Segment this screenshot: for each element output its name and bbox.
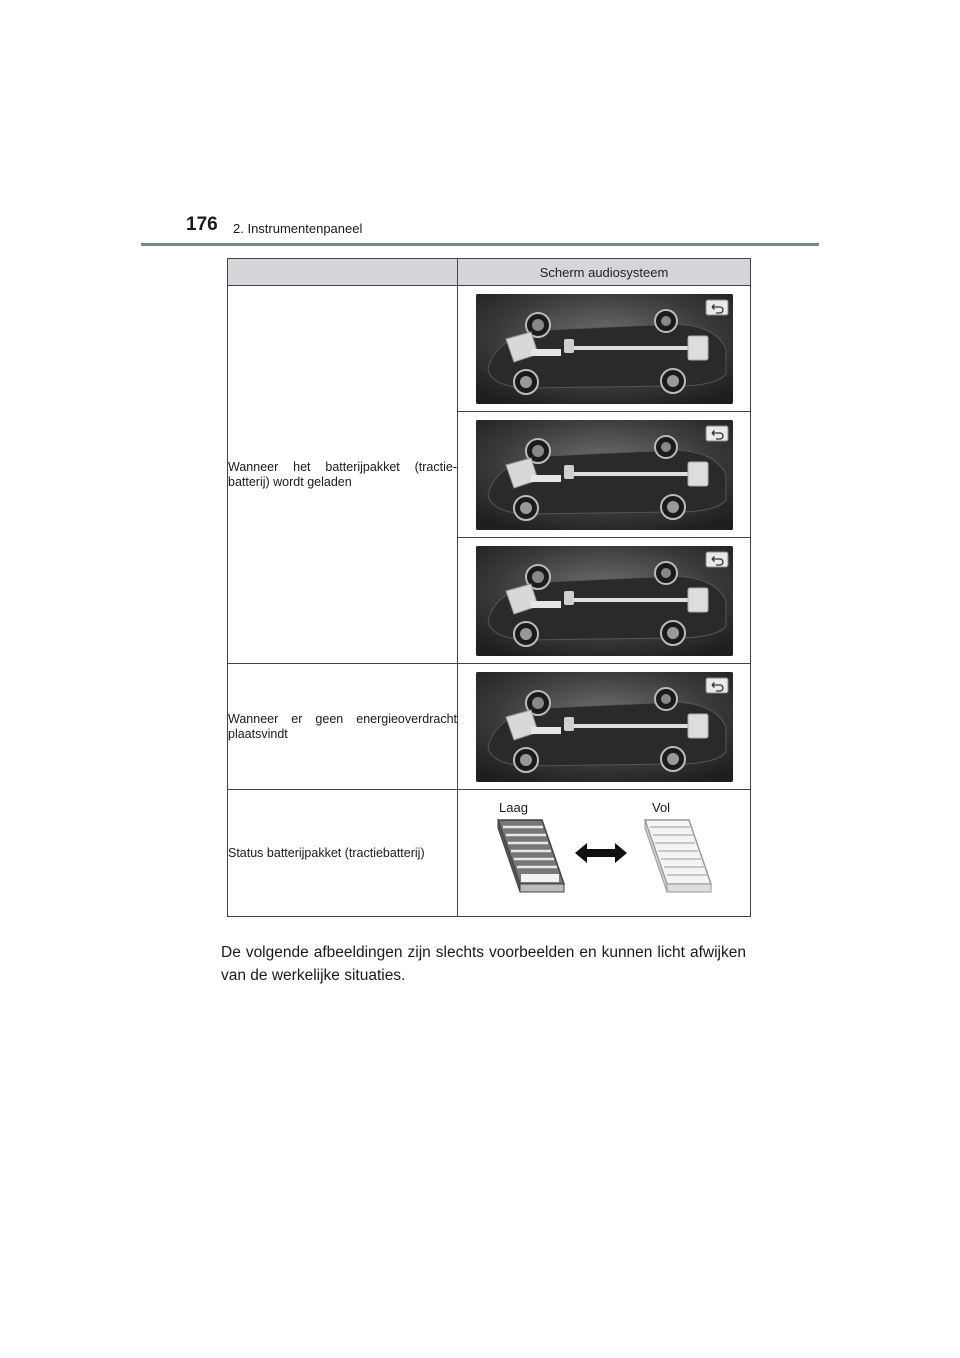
battery-full-label: Vol (652, 800, 671, 815)
table-row (228, 790, 751, 917)
screen-image-cell (458, 286, 751, 412)
audio-screen-image (476, 546, 733, 656)
audio-screen-image (476, 294, 733, 404)
screen-image-cell (458, 664, 751, 790)
header-rule (141, 243, 819, 246)
section-title: 2. Instrumentenpaneel (233, 221, 363, 236)
battery-full-icon (641, 818, 713, 896)
footnote: De volgende afbeeldingen zijn slechts voorbeelden en kunnen licht afwijken van de werkelijke situaties. (221, 943, 746, 984)
table-row (228, 664, 751, 790)
table-row (228, 286, 751, 412)
car-energy-flow-icon (476, 546, 733, 656)
battery-status-cell (458, 790, 751, 917)
status-label: Status batterijpakket (tractiebatterij) (228, 790, 458, 917)
no-transfer-label: Wanneer er geen energieoverdracht plaatsvindt (228, 664, 458, 790)
table-header-row (228, 259, 751, 286)
double-arrow-icon (575, 842, 627, 864)
blank-header-cell (228, 259, 458, 286)
audio-screen-image (476, 420, 733, 530)
screen-image-cell (458, 412, 751, 538)
battery-low-label: Laag (499, 800, 528, 815)
column-header: Scherm audiosysteem (458, 259, 751, 286)
battery-low-icon (494, 818, 566, 896)
page-number: 176 (186, 214, 218, 235)
charging-label: Wanneer het batterijpakket (tractiebatterij) wordt geladen (228, 286, 458, 664)
screen-image-cell (458, 538, 751, 664)
car-energy-flow-icon (476, 672, 733, 782)
car-energy-flow-icon (476, 294, 733, 404)
energy-monitor-table (227, 258, 751, 917)
car-energy-flow-icon (476, 420, 733, 530)
audio-screen-image (476, 672, 733, 782)
